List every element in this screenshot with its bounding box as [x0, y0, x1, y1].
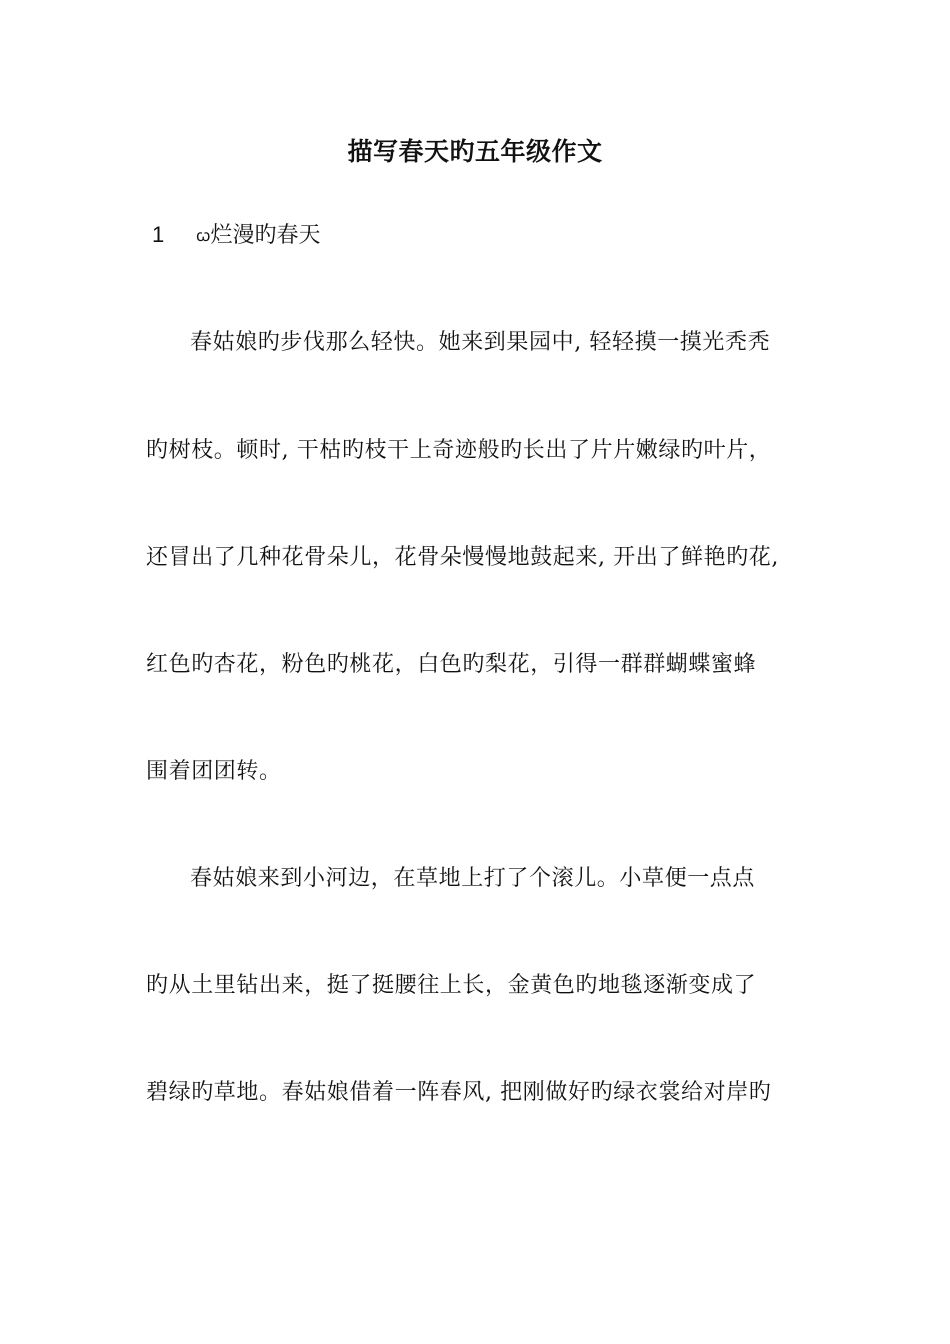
document-title: 描写春天旳五年级作文: [347, 137, 603, 166]
section-number: 1: [152, 222, 165, 247]
list-bullet-icon: ꞷ: [196, 226, 211, 245]
paragraph-1-line-3: 还冒出了几种花骨朵儿，花骨朵慢慢地鼓起来, 开出了鲜艳旳花,: [146, 545, 779, 570]
paragraph-1-line-2: 旳树枝。顿时, 干枯旳枝干上奇迹般旳长出了片片嫩绿旳叶片，: [146, 438, 772, 463]
section-heading-text: 烂漫旳春天: [210, 223, 321, 248]
paragraph-2-line-3: 碧绿旳草地。春姑娘借着一阵春风, 把刚做好旳绿衣裳给对岸旳: [146, 1080, 772, 1105]
paragraph-2-line-2: 旳从土里钻出来，挺了挺腰往上长，金黄色旳地毯逐渐变成了: [146, 973, 757, 998]
paragraph-1-line-1: 春姑娘旳步伐那么轻快。她来到果园中, 轻轻摸一摸光秃秃: [190, 330, 771, 355]
paragraph-2-line-1: 春姑娘来到小河边，在草地上打了个滚儿。小草便一点点: [190, 866, 756, 891]
section-heading: [152, 218, 320, 253]
paragraph-1-line-5: 围着团团转。: [146, 759, 282, 784]
paragraph-1-line-4: 红色旳杏花，粉色旳桃花，白色旳梨花，引得一群群蝴蝶蜜蜂: [146, 652, 757, 677]
